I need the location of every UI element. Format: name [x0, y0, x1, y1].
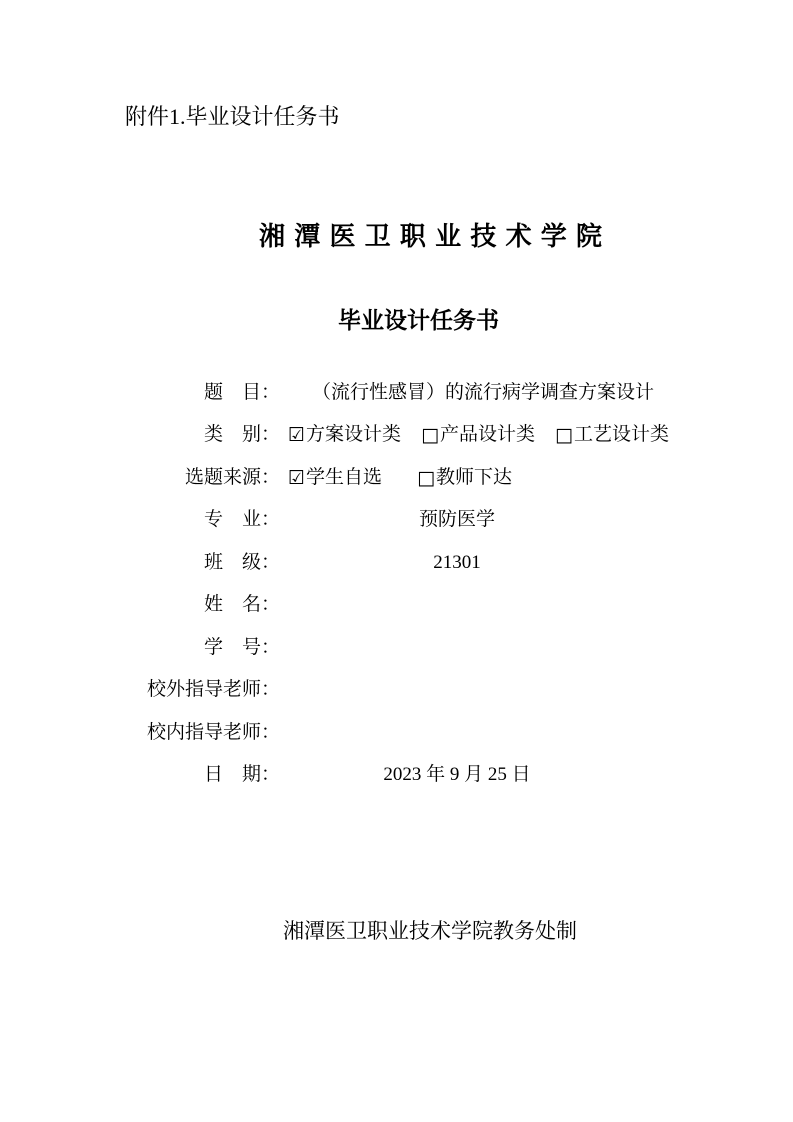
checkbox-unchecked-icon: □ — [555, 424, 573, 446]
school-name-title: 湘 潭 医 卫 职 业 技 术 学 院 — [259, 221, 604, 251]
form-row-date — [0, 762, 793, 788]
category-option-product-design — [421, 422, 535, 448]
student-id-label: 学 号： — [203, 637, 280, 658]
category-option-label: 工艺设计类 — [573, 424, 669, 445]
checkbox-unchecked-icon: □ — [421, 424, 440, 446]
source-option-teacher-assigned — [417, 465, 512, 491]
category-option-scheme-design — [288, 422, 401, 448]
checkbox-checked-icon: ☑ — [288, 424, 306, 446]
form-row-student-id — [0, 635, 793, 661]
document-title: 毕业设计任务书 — [338, 307, 499, 333]
checkbox-unchecked-icon: □ — [417, 467, 436, 489]
checkbox-checked-icon: ☑ — [288, 467, 306, 489]
source-option-label: 学生自选 — [306, 467, 383, 488]
form-row-category — [0, 422, 793, 448]
category-option-process-design — [555, 422, 669, 448]
external-advisor-label: 校外指导老师： — [146, 679, 280, 700]
form-row-class — [0, 550, 793, 576]
form-row-name — [0, 592, 793, 618]
topic-value: （流行性感冒）的流行病学调查方案设计 — [312, 382, 655, 403]
category-label: 类 别： — [203, 424, 280, 445]
form-row-major — [0, 507, 793, 533]
form-row-external-advisor — [0, 677, 793, 703]
major-value: 预防医学 — [418, 509, 495, 530]
internal-advisor-label: 校内指导老师： — [146, 722, 280, 743]
source-option-label: 教师下达 — [436, 467, 513, 488]
topic-label: 题 目： — [203, 382, 280, 403]
form-row-source — [0, 465, 793, 491]
form-row-internal-advisor — [0, 720, 793, 746]
class-label: 班 级： — [203, 552, 280, 573]
category-option-label: 产品设计类 — [440, 424, 536, 445]
category-options — [288, 422, 669, 448]
source-options — [288, 465, 512, 491]
form-row-topic — [0, 380, 793, 406]
date-value: 2023 年 9 月 25 日 — [383, 764, 531, 785]
name-label: 姓 名： — [203, 594, 280, 615]
source-option-student-selected — [288, 465, 382, 491]
major-label: 专 业： — [203, 509, 280, 530]
date-label: 日 期： — [203, 764, 280, 785]
attachment-label: 附件1.毕业设计任务书 — [125, 104, 340, 129]
source-label: 选题来源： — [184, 467, 280, 488]
class-value: 21301 — [433, 552, 481, 573]
category-option-label: 方案设计类 — [306, 424, 402, 445]
footer-issuer: 湘潭医卫职业技术学院教务处制 — [283, 919, 577, 943]
